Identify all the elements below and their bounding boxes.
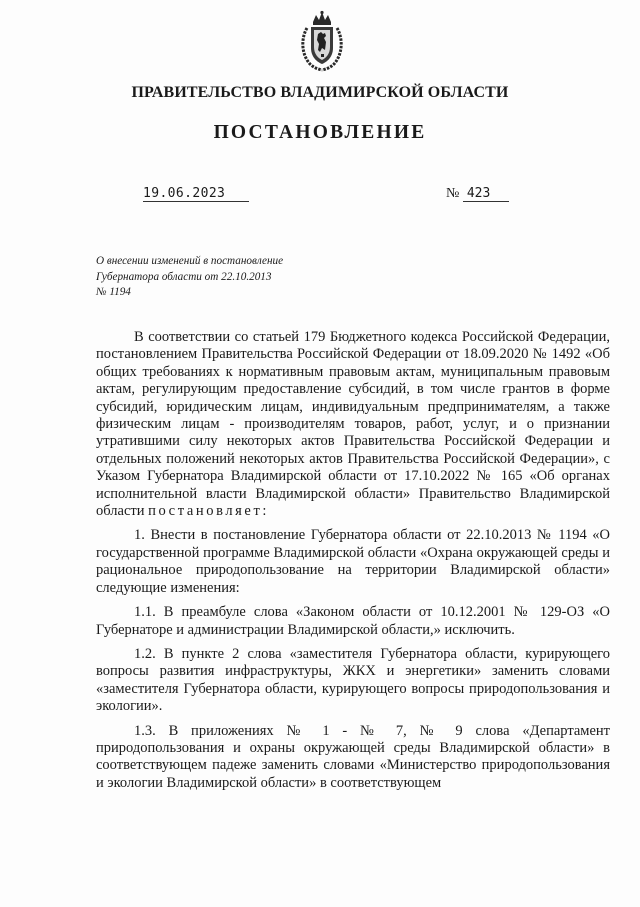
subject-line: № 1194 [96, 286, 131, 298]
organization-name: ПРАВИТЕЛЬСТВО ВЛАДИМИРСКОЙ ОБЛАСТИ [131, 84, 509, 101]
document-date: 19.06.2023 [143, 186, 249, 202]
item-1-1: 1.1. В преамбуле слова «Законом области от 10.12.2001 № 129-ОЗ «О Губернаторе и администрации Владимирской области,» исключить. [96, 604, 610, 638]
item-1: 1. Внести в постановление Губернатора области от 22.10.2013 № 1194 «О государственной программе Владимирской области «Охрана окружающей среды и рациональное природопользование на территории Владимирской области» следующие изменения: [96, 527, 610, 596]
subject-line: О внесении изменений в постановление [96, 255, 284, 267]
subject-line: Губернатора области от 22.10.2013 [96, 270, 272, 283]
decree-word: постановляет: [148, 503, 270, 520]
document-number [446, 186, 509, 202]
preamble-paragraph [96, 329, 610, 520]
coat-of-arms-icon [298, 10, 346, 72]
item-1-2: 1.2. В пункте 2 слова «заместителя Губернатора области, курирующего вопросы развития инфраструктуры, ЖКХ и энергетики» заменить словами «заместителя Губернатора области, курирующего вопросы природопользования и экологии». [96, 645, 610, 715]
document-subject [96, 254, 283, 301]
document-body [96, 329, 610, 792]
document-title: ПОСТАНОВЛЕНИЕ [213, 122, 427, 143]
preamble-text: В соответствии со статьей 179 Бюджетного кодекса Российской Федерации, постановлением Правительства Российской Федерации от 18.09.2020 № 1492 «Об общих требованиях к нормативным правовым актам, муниципальным правовым актам, регулирующим предоставление субсидий, в том числе грантов в форме субсидий, юридическим лицам, индивидуальным предпринимателям, а также физическим лицам - производителям товаров, работ, услуг, и о признании утратившими силу некоторых актов Правительства Российской Федерации и отдельных положений некоторых актов Правительства Российской Федерации», с Указом Губернатора Владимирской области от 17.10.2022 № 165 «Об органах исполнительной власти Владимирской области» Правительство Владимирской области [96, 329, 610, 520]
number-sign: № [446, 186, 460, 201]
item-1-3: 1.3. В приложениях № 1 - № 7, № 9 слова «Департамент природопользования и охраны окружающей среды Владимирской области» в соответствующем падеже заменить словами «Министерство природопользования и экологии Владимирской области» в соответствующем [96, 722, 610, 791]
number-value: 423 [463, 186, 509, 202]
